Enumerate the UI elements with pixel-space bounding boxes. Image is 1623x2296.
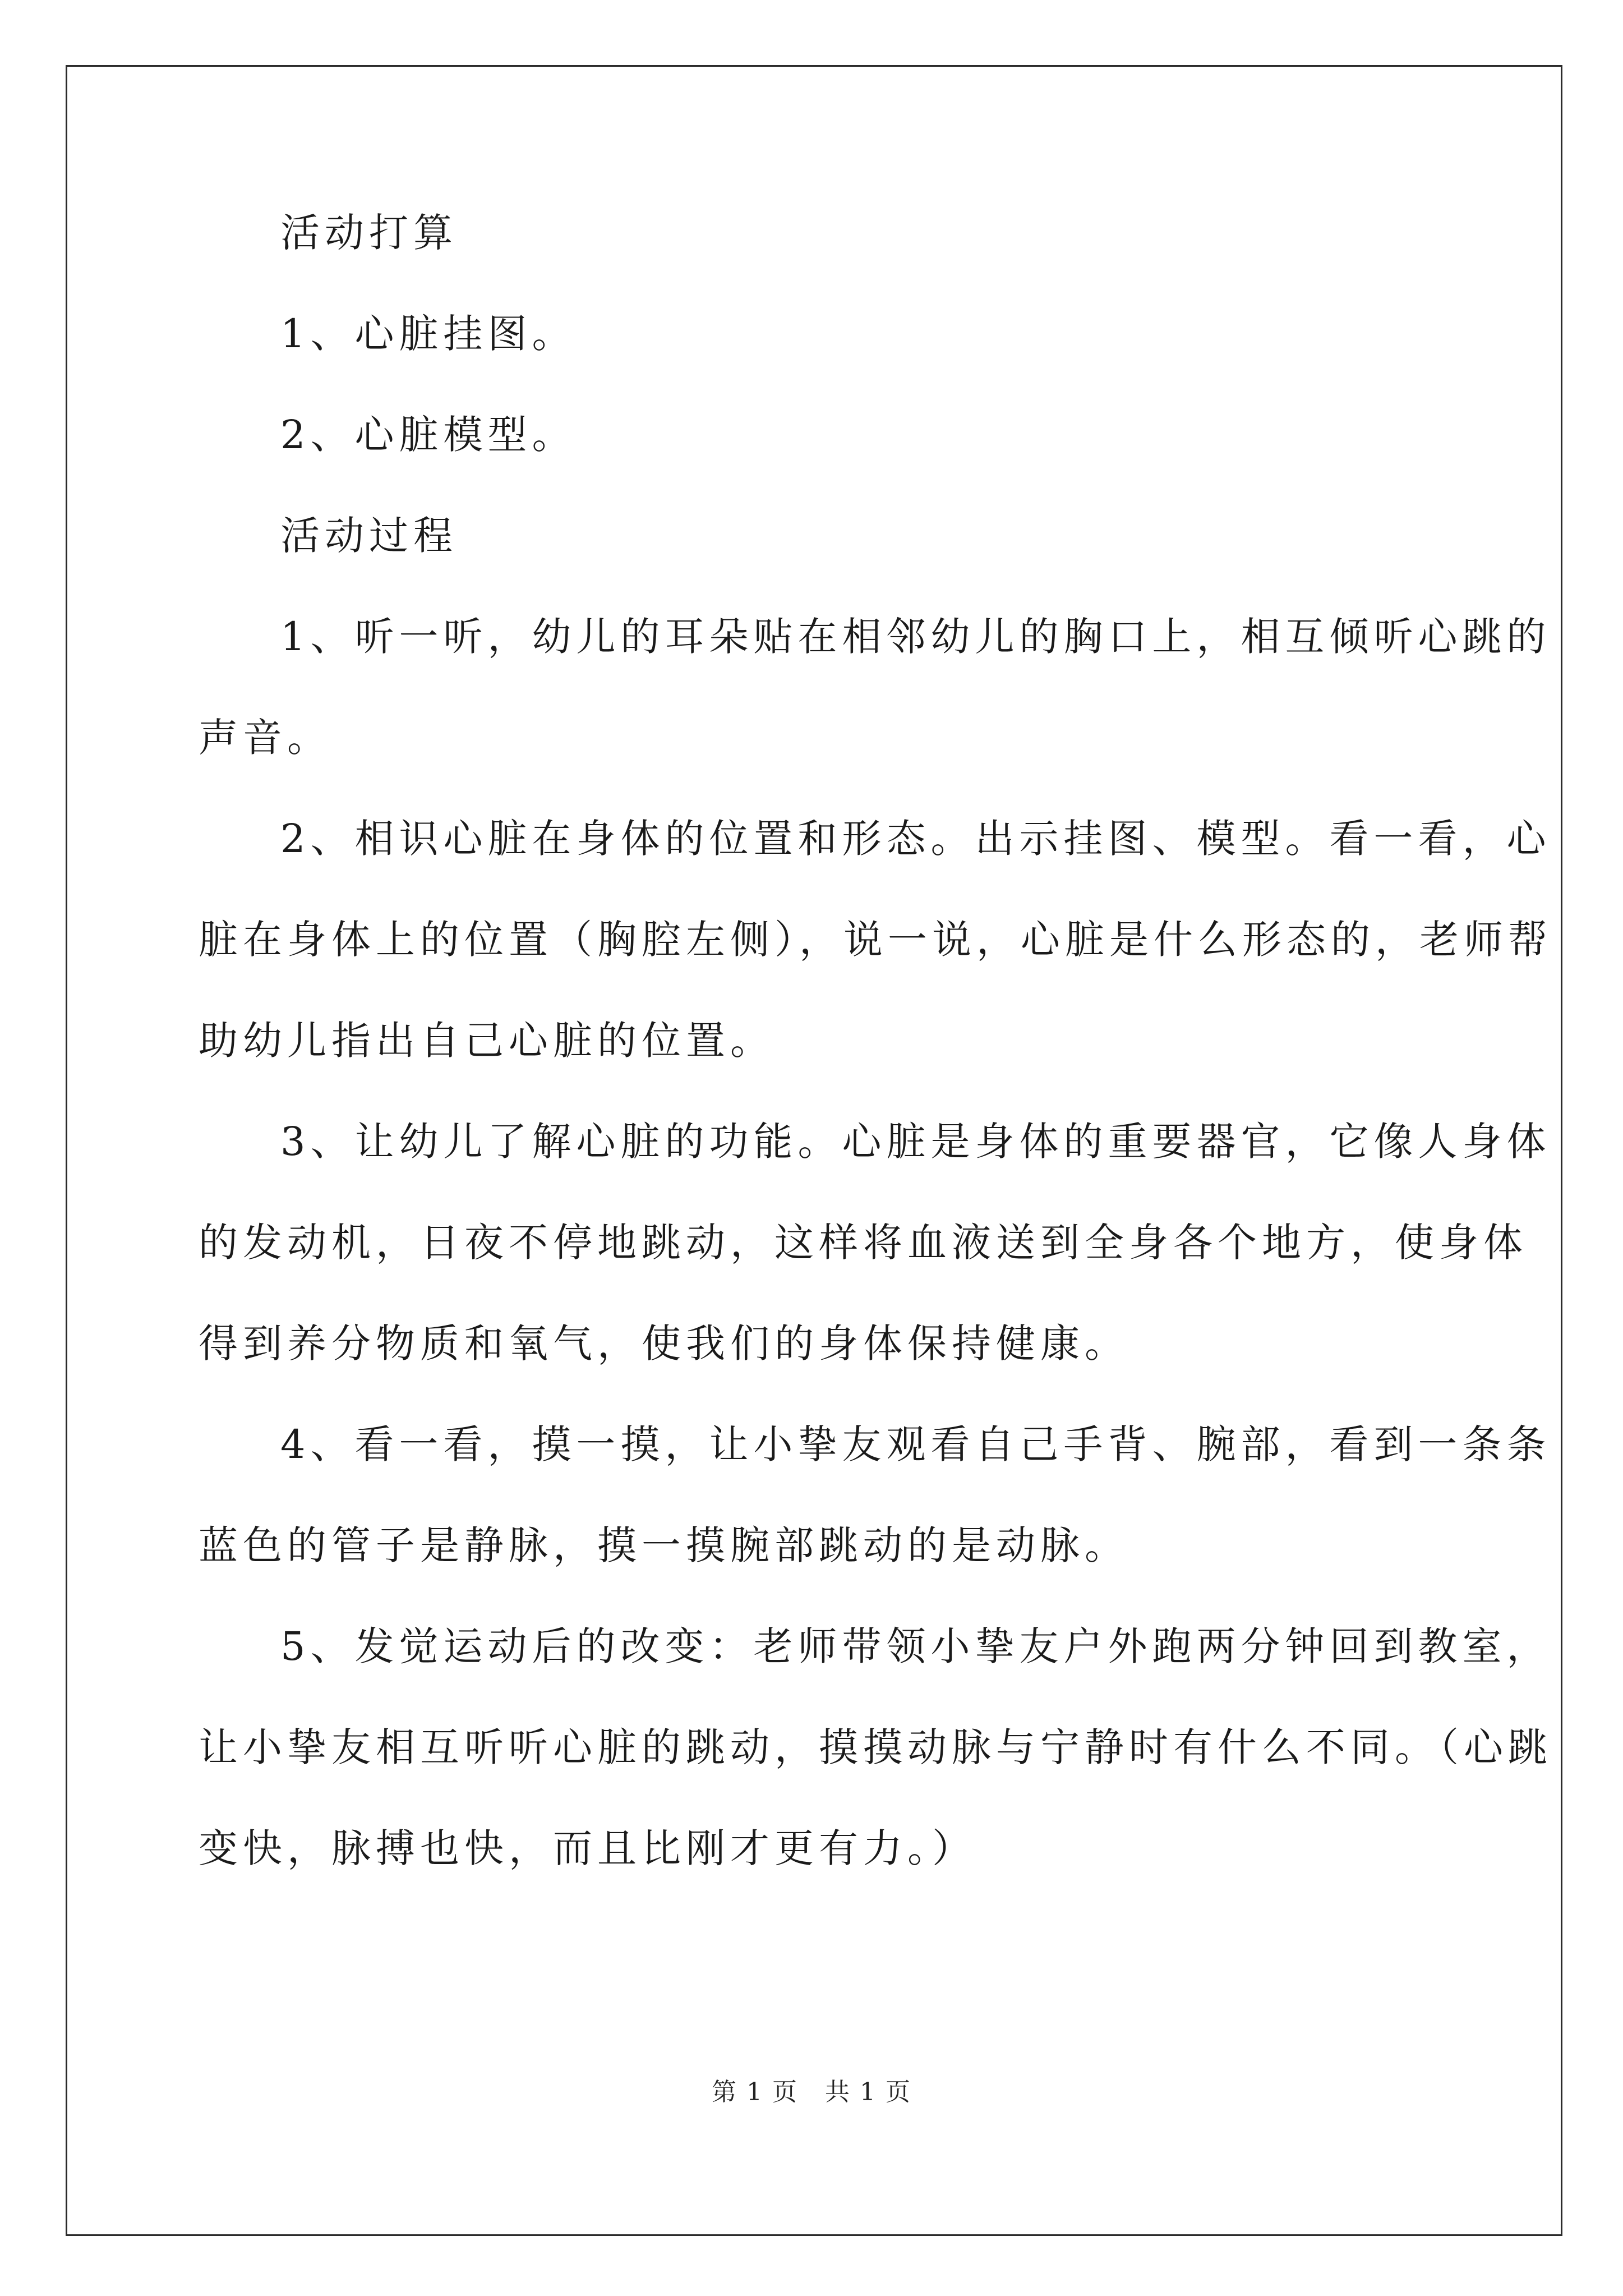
page-footer — [0, 2076, 1623, 2109]
paragraph-line: 得到养分物质和氧气，使我们的身体保持健康。 — [199, 1320, 1129, 1366]
paragraph-line: 4、看一看，摸一摸，让小挚友观看自己手背、腕部，看到一条条 — [280, 1421, 1551, 1467]
paragraph-line: 脏在身体上的位置（胸腔左侧），说一说，心脏是什么形态的，老师帮 — [199, 917, 1552, 963]
page-number: 第 1 页 — [712, 2078, 798, 2106]
paragraph-line: 变快，脉搏也快，而且比刚才更有力。） — [199, 1825, 976, 1871]
paragraph-line: 助幼儿指出自己心脏的位置。 — [199, 1018, 774, 1064]
paragraph-line: 蓝色的管子是静脉，摸一摸腕部跳动的是动脉。 — [199, 1522, 1129, 1568]
list-item: 2、心脏模型。 — [280, 412, 577, 458]
paragraph-line: 5、发觉运动后的改变：老师带领小挚友户外跑两分钟回到教室， — [280, 1623, 1551, 1669]
list-item: 1、心脏挂图。 — [280, 311, 577, 357]
heading-activity-process: 活动过程 — [280, 513, 458, 559]
paragraph-line: 让小挚友相互听听心脏的跳动，摸摸动脉与宁静时有什么不同。（心跳 — [199, 1724, 1552, 1770]
paragraph-line: 1、听一听，幼儿的耳朵贴在相邻幼儿的胸口上，相互倾听心跳的 — [280, 614, 1551, 660]
heading-activity-plan: 活动打算 — [280, 210, 458, 256]
paragraph-line: 声音。 — [199, 715, 331, 761]
paragraph-line: 2、相识心脏在身体的位置和形态。出示挂图、模型。看一看，心 — [280, 816, 1551, 862]
page-total: 共 1 页 — [825, 2078, 911, 2106]
paragraph-line: 的发动机，日夜不停地跳动，这样将血液送到全身各个地方，使身体 — [199, 1220, 1528, 1266]
paragraph-line: 3、让幼儿了解心脏的功能。心脏是身体的重要器官，它像人身体 — [280, 1119, 1551, 1165]
